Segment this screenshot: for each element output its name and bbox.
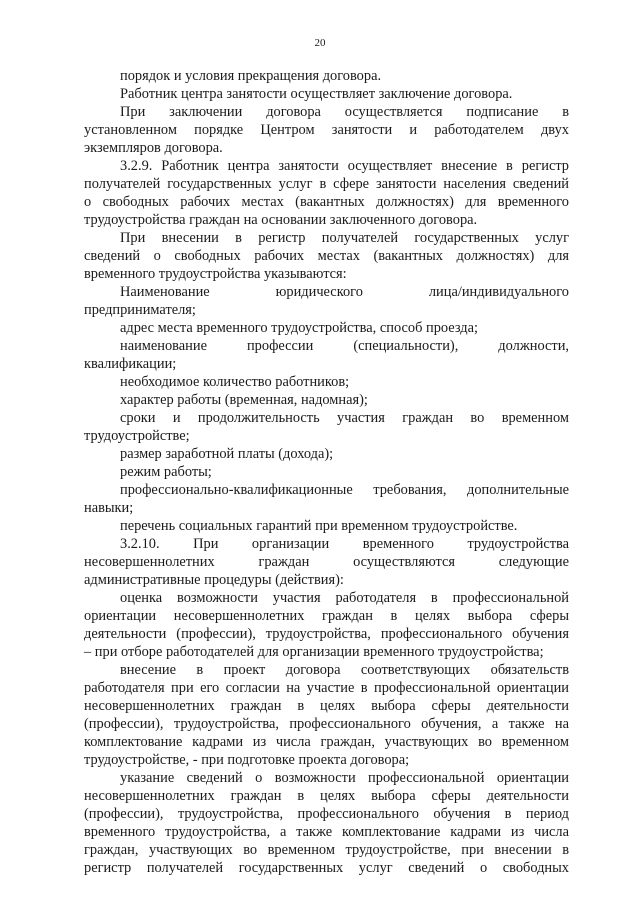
text-line: При заключении договора осуществляется подписание в — [120, 104, 569, 120]
text-line: установленном порядке Центром занятости и работодателем двух — [84, 122, 569, 138]
text-line: 3.2.9. Работник центра занятости осуществляет внесение в регистр — [120, 158, 569, 174]
text-line: режим работы; — [120, 464, 212, 480]
page-number: 20 — [314, 37, 326, 49]
text-line: При внесении в регистр получателей государственных услуг — [120, 230, 569, 246]
text-line: экземпляров договора. — [84, 140, 223, 156]
text-line: размер заработной платы (дохода); — [120, 446, 334, 462]
text-line: сроки и продолжительность участия граждан во временном — [120, 410, 569, 426]
text-line: внесение в проект договора соответствующих обязательств — [120, 662, 569, 678]
document-body — [84, 67, 569, 877]
text-line: наименование профессии (специальности), должности, — [120, 338, 569, 354]
text-line: адрес места временного трудоустройства, способ проезда; — [120, 320, 478, 336]
text-line: указание сведений о возможности профессиональной ориентации — [120, 770, 569, 786]
text-line: 3.2.10. При организации временного трудоустройства — [120, 536, 569, 552]
text-line: получателей государственных услуг в сфере занятости населения сведений — [84, 176, 569, 192]
text-line: (профессии), трудоустройства, профессионального обучения в период — [84, 806, 569, 822]
text-line: несовершеннолетних граждан в целях выбора сферы деятельности — [84, 788, 569, 804]
text-line: характер работы (временная, надомная); — [120, 392, 368, 408]
text-line: трудоустройстве, - при подготовке проекта договора; — [84, 752, 410, 768]
text-line: регистр получателей государственных услуг сведений о свободных — [84, 860, 569, 876]
text-line: административные процедуры (действия): — [84, 572, 344, 588]
text-line: трудоустройстве; — [84, 428, 190, 444]
text-line: временного трудоустройства указываются: — [84, 266, 347, 282]
text-line: квалификации; — [84, 356, 177, 372]
text-line: предпринимателя; — [84, 302, 196, 318]
text-line: сведений о свободных рабочих местах (вакантных должностях) для — [84, 248, 569, 264]
text-line: профессионально-квалификационные требования, дополнительные — [120, 482, 569, 498]
text-line: работодателя при его согласии на участие в профессиональной ориентации — [84, 680, 569, 696]
text-line: несовершеннолетних граждан осуществляются следующие — [84, 554, 569, 570]
text-line: несовершеннолетних граждан в целях выбора сферы деятельности — [84, 698, 569, 714]
text-line: ориентации несовершеннолетних граждан в целях выбора сферы — [84, 608, 569, 624]
text-line: трудоустройства граждан на основании заключенного договора. — [84, 212, 478, 228]
text-line: необходимое количество работников; — [120, 374, 350, 390]
text-line: комплектование кадрами из числа граждан, участвующих во временном — [84, 734, 569, 750]
text-line: – при отборе работодателей для организации временного трудоустройства; — [84, 644, 544, 660]
text-line: навыки; — [84, 500, 134, 516]
text-line: временного трудоустройства, а также комплектование кадрами из числа — [84, 824, 569, 840]
text-line: о свободных рабочих местах (вакантных должностях) для временного — [84, 194, 569, 210]
text-line: оценка возможности участия работодателя в профессиональной — [120, 590, 569, 606]
text-line: Наименование юридического лица/индивидуального — [120, 284, 569, 300]
text-line: деятельности (профессии), трудоустройства, профессионального обучения — [84, 626, 569, 642]
text-line: перечень социальных гарантий при временном трудоустройстве. — [120, 518, 518, 534]
text-line: граждан, участвующих во временном трудоустройстве, при внесении в — [84, 842, 569, 858]
text-line: порядок и условия прекращения договора. — [120, 68, 382, 84]
text-line: (профессии), трудоустройства, профессионального обучения, а также на — [84, 716, 569, 732]
text-line: Работник центра занятости осуществляет заключение договора. — [120, 86, 513, 102]
